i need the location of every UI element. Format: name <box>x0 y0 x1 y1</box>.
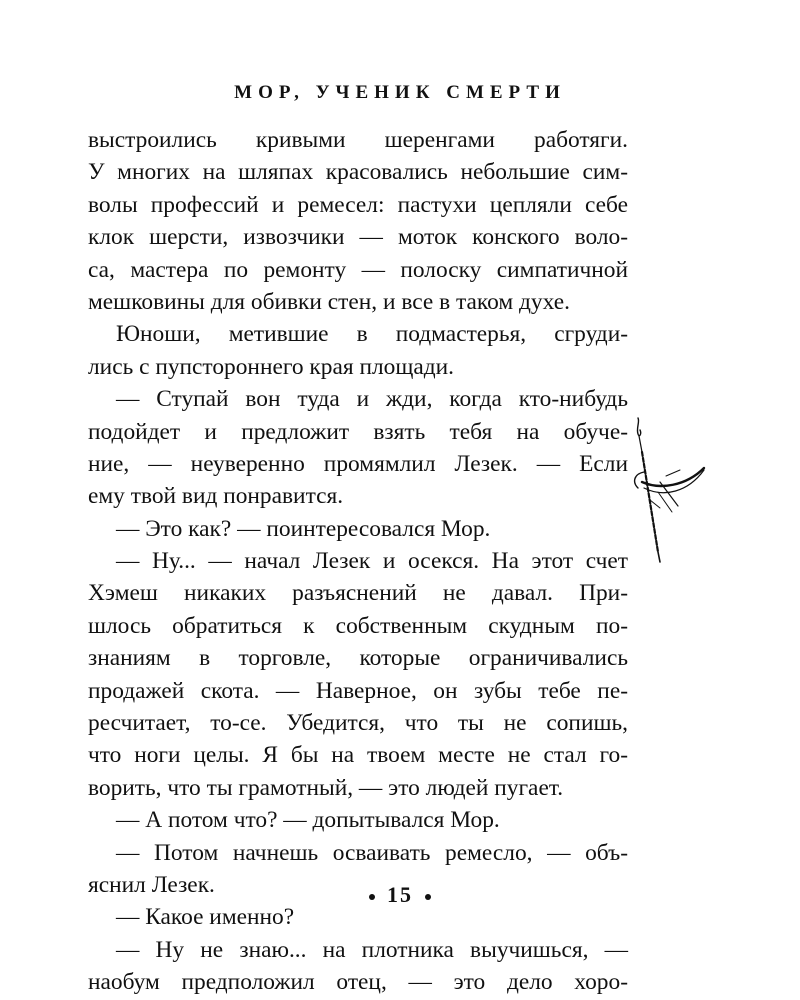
body-text <box>88 124 628 999</box>
text-line: са, мастера по ремонту — полоску симпатичной <box>88 256 628 283</box>
text-line: — Ну не знаю... на плотника выучишься, — <box>116 936 628 963</box>
text-line: наобум предположил отец, — это дело хоро- <box>88 969 628 996</box>
page-number-value: 15 <box>387 882 413 907</box>
text-line: продажей скота. — Наверное, он зубы тебе пе- <box>88 677 628 704</box>
text-line: яснил Лезек. <box>88 871 215 898</box>
text-line: шлось обратиться к собственным скудным по- <box>88 612 628 639</box>
folio-dot-right <box>425 894 431 900</box>
text-line: клок шерсти, извозчики — моток конского воло- <box>88 224 628 251</box>
text-line: — А потом что? — допытывался Мор. <box>116 807 500 834</box>
text-line: ему твой вид понравится. <box>88 483 344 510</box>
text-line: — Это как? — поинтересовался Мор. <box>116 515 491 542</box>
text-line: Юноши, метившие в подмастерья, сгруди- <box>116 321 628 348</box>
text-line: Хэмеш никаких разъяснений не давал. При- <box>88 580 628 607</box>
text-line: — Какое именно? <box>116 904 295 931</box>
text-line: ворить, что ты грамотный, — это людей пугает. <box>88 774 564 801</box>
folio-dot-left <box>369 894 375 900</box>
text-line: — Ступай вон туда и жди, когда кто-нибудь <box>116 386 628 413</box>
scythe-ornament-icon <box>630 412 710 572</box>
text-line: выстроились кривыми шеренгами работяги. <box>88 127 628 153</box>
text-line: лись с пупстороннего края площади. <box>88 353 454 380</box>
text-line: — Потом начнешь осваивать ремесло, — объ- <box>116 839 628 866</box>
text-line: ние, — неуверенно промямлил Лезек. — Если <box>88 450 628 477</box>
page-number <box>0 882 800 908</box>
text-line: У многих на шляпах красовались небольшие сим- <box>88 159 628 186</box>
running-head: МОР, УЧЕНИК СМЕРТИ <box>234 82 566 103</box>
text-line: знаниям в торговле, которые ограничивались <box>88 645 628 672</box>
text-line: волы профессий и ремесел: пастухи цепляли себе <box>88 191 628 218</box>
text-line: ресчитает, то-се. Убедится, что ты не сопишь, <box>88 710 628 737</box>
text-line: что ноги целы. Я бы на твоем месте не стал го- <box>88 742 628 769</box>
text-line: — Ну... — начал Лезек и осекся. На этот счет <box>116 548 628 575</box>
text-line: подойдет и предложит взять тебя на обуче- <box>88 418 628 445</box>
text-line: мешковины для обивки стен, и все в таком духе. <box>88 288 570 315</box>
